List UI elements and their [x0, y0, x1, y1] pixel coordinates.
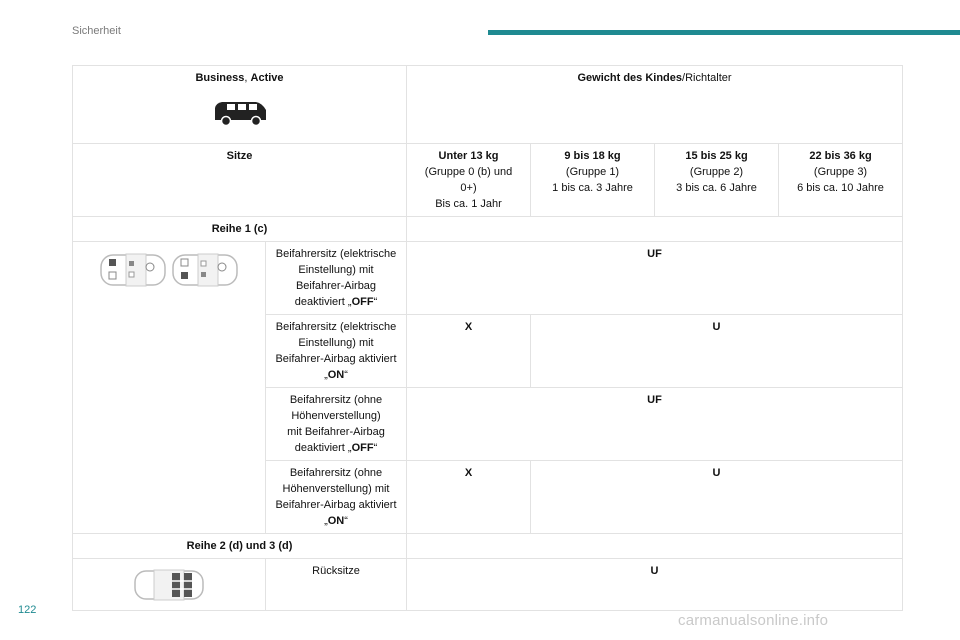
seats-label: Sitze [73, 144, 407, 217]
rating-value: U [531, 315, 903, 388]
front-seat-layout-icon [100, 250, 166, 288]
empty-cell [407, 217, 903, 242]
seat-description: Beifahrersitz (elektrische Einstellung) mit Beifahrer-Airbag aktiviert „ON“ [266, 315, 407, 388]
watermark: carmanualsonline.info [678, 612, 829, 629]
row1-title: Reihe 1 (c) [73, 217, 407, 242]
rating-value: UF [407, 388, 903, 461]
model-header-cell [73, 66, 407, 144]
child-seat-table [72, 65, 903, 611]
empty-cell [407, 534, 903, 559]
minivan-icon [77, 98, 402, 131]
header-accent-bar [488, 30, 960, 35]
rating-value: X [407, 315, 531, 388]
seat-description: Rücksitze [266, 559, 407, 611]
model-title: Business, Active [195, 72, 284, 84]
front-seat-layout-icon [172, 250, 238, 288]
rear-seat-diagram-cell [73, 559, 266, 611]
rear-seat-layout-icon [134, 567, 204, 603]
page-number: 122 [18, 604, 37, 616]
rating-value: U [407, 559, 903, 611]
group-cell: Unter 13 kg (Gruppe 0 (b) und 0+) Bis ca. 1 Jahr [407, 144, 531, 217]
group-cell: 15 bis 25 kg (Gruppe 2) 3 bis ca. 6 Jahre [655, 144, 779, 217]
front-seat-diagram-cell [73, 242, 266, 534]
seat-description: Beifahrersitz (ohne Höhenverstellung) mit Beifahrer-Airbag aktiviert „ON“ [266, 461, 407, 534]
seat-description: Beifahrersitz (ohne Höhenverstellung) mit Beifahrer-Airbag deaktiviert „OFF“ [266, 388, 407, 461]
group-cell: 22 bis 36 kg (Gruppe 3) 6 bis ca. 10 Jahre [779, 144, 903, 217]
group-cell: 9 bis 18 kg (Gruppe 1) 1 bis ca. 3 Jahre [531, 144, 655, 217]
row2-title: Reihe 2 (d) und 3 (d) [73, 534, 407, 559]
rating-value: U [531, 461, 903, 534]
seat-description: Beifahrersitz (elektrische Einstellung) mit Beifahrer-Airbag deaktiviert „OFF“ [266, 242, 407, 315]
rating-value: X [407, 461, 531, 534]
rating-value: UF [407, 242, 903, 315]
section-label: Sicherheit [72, 25, 121, 37]
weight-header-cell: Gewicht des Kindes/Richtalter [407, 66, 903, 144]
